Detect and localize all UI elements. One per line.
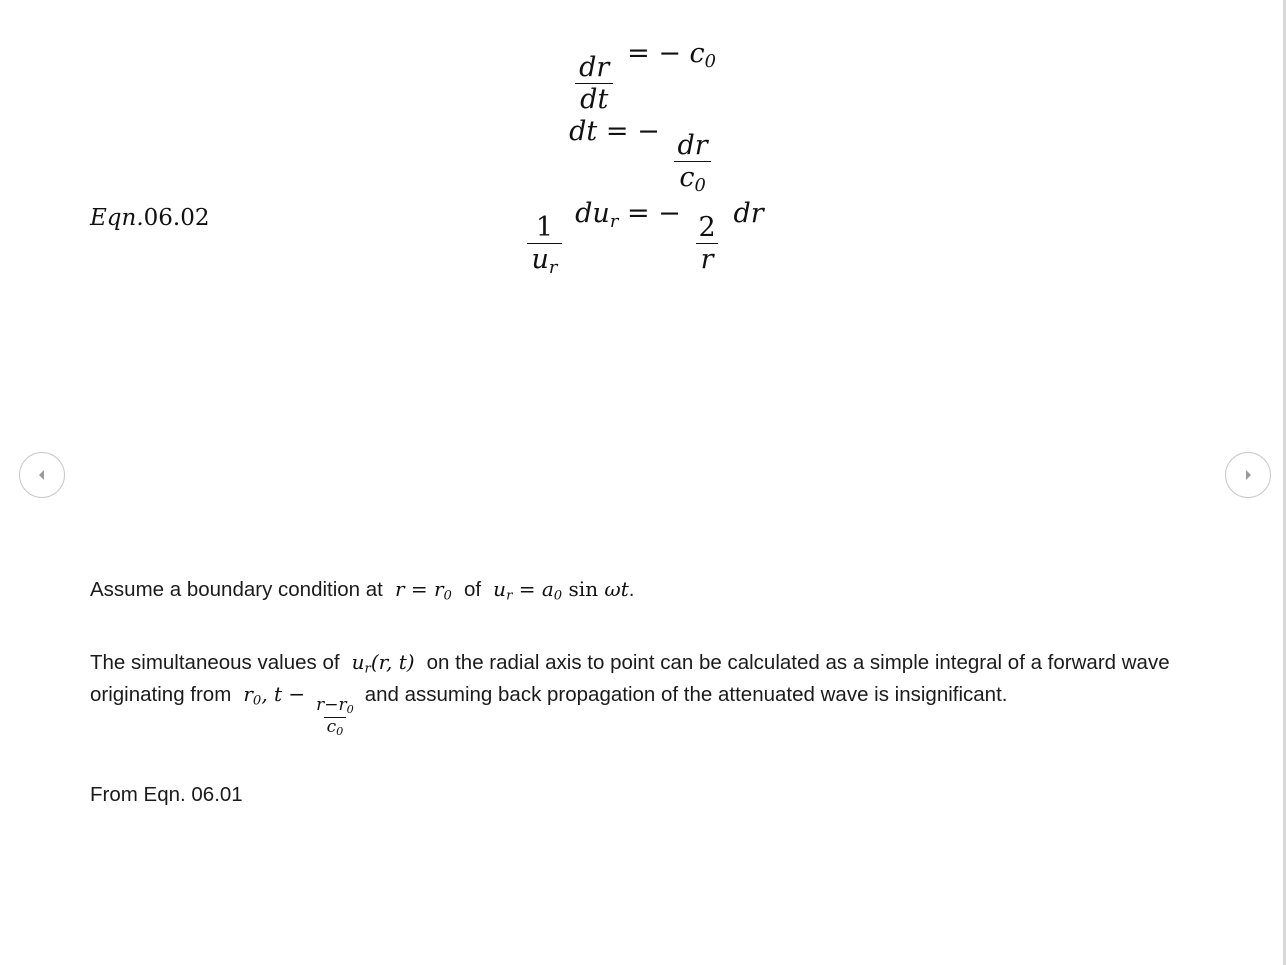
expression-ur-equals-a0-sin-omega-t: $u_r = a_0$ sin ωt — [486, 577, 629, 604]
expression-r-equals-r0: $r = r_0$ — [388, 577, 452, 604]
equals-minus-sign-2: = − — [605, 116, 660, 147]
text-segment: From Eqn. 06.01 — [90, 783, 243, 806]
subscript-zero: 0 — [694, 175, 706, 197]
text-segment: of — [464, 578, 482, 601]
symbol-c0: $c_0$ — [689, 38, 717, 72]
paragraph-simultaneous-values — [90, 648, 1210, 738]
fraction-dr-dt — [574, 53, 614, 114]
fraction-numerator: dr — [677, 130, 708, 162]
chevron-left-icon[interactable] — [34, 467, 50, 483]
fraction-denominator: r — [696, 243, 719, 274]
term-dr: dr — [733, 198, 764, 229]
fraction-dr-c0 — [673, 131, 713, 195]
fraction-numerator: 2 — [698, 212, 716, 244]
fraction-numerator: $r-r_0$ — [316, 695, 354, 717]
fraction-denominator: $c_0$ — [674, 161, 710, 195]
text-segment: . — [628, 578, 635, 601]
fraction-numerator: dr — [579, 52, 610, 84]
term-dur: $du_r$ — [575, 198, 619, 232]
text-segment: The simultaneous values of — [90, 651, 340, 675]
text-segment: Assume a boundary condition at — [90, 578, 383, 601]
subscript-r: r — [609, 210, 619, 232]
subscript-r: r — [548, 257, 558, 279]
text-segment: on the radial axis to point can be calculated as a simple integral — [426, 651, 1003, 675]
paragraph-boundary-condition — [90, 575, 1210, 606]
fraction-two-over-r — [694, 213, 721, 274]
text-segment: of a forward wave originating from — [90, 651, 1170, 706]
equals-minus-sign-3: = − — [626, 198, 681, 229]
paragraph-from-eqn — [90, 780, 1210, 809]
equation-label-number: 06.02 — [143, 205, 210, 231]
subscript-zero: 0 — [704, 50, 717, 72]
equation-label — [90, 205, 210, 231]
equals-minus-sign-1: = − — [627, 38, 681, 69]
fraction-numerator: 1 — [535, 212, 554, 244]
fraction-delta-r-over-c0 — [314, 697, 357, 738]
text-segment: wave is insignificant. — [820, 682, 1008, 706]
equation-line-1 — [0, 40, 1286, 114]
term-dt: dt — [569, 116, 598, 147]
expression-ur-of-r-t: $u_r(r$, t) — [345, 650, 421, 678]
fraction-one-over-ur — [527, 213, 563, 277]
expression-r0-t-minus-delta-over-c0: $r_0$, t − $\frac{r-r_0}{c_0}$ — [237, 682, 365, 706]
body-text-container — [90, 575, 1210, 809]
fraction-denominator: $c_0$ — [324, 717, 346, 738]
fraction-denominator: $u_r$ — [527, 243, 563, 277]
next-slide-button[interactable] — [1225, 452, 1271, 498]
text-segment: and assuming back propagation of the attenuated — [364, 682, 815, 706]
chevron-right-icon[interactable] — [1240, 467, 1256, 483]
fraction-denominator: dt — [575, 83, 613, 114]
equation-line-2 — [0, 118, 1286, 195]
equation-label-prefix: Eqn. — [90, 205, 144, 231]
previous-slide-button[interactable] — [19, 452, 65, 498]
